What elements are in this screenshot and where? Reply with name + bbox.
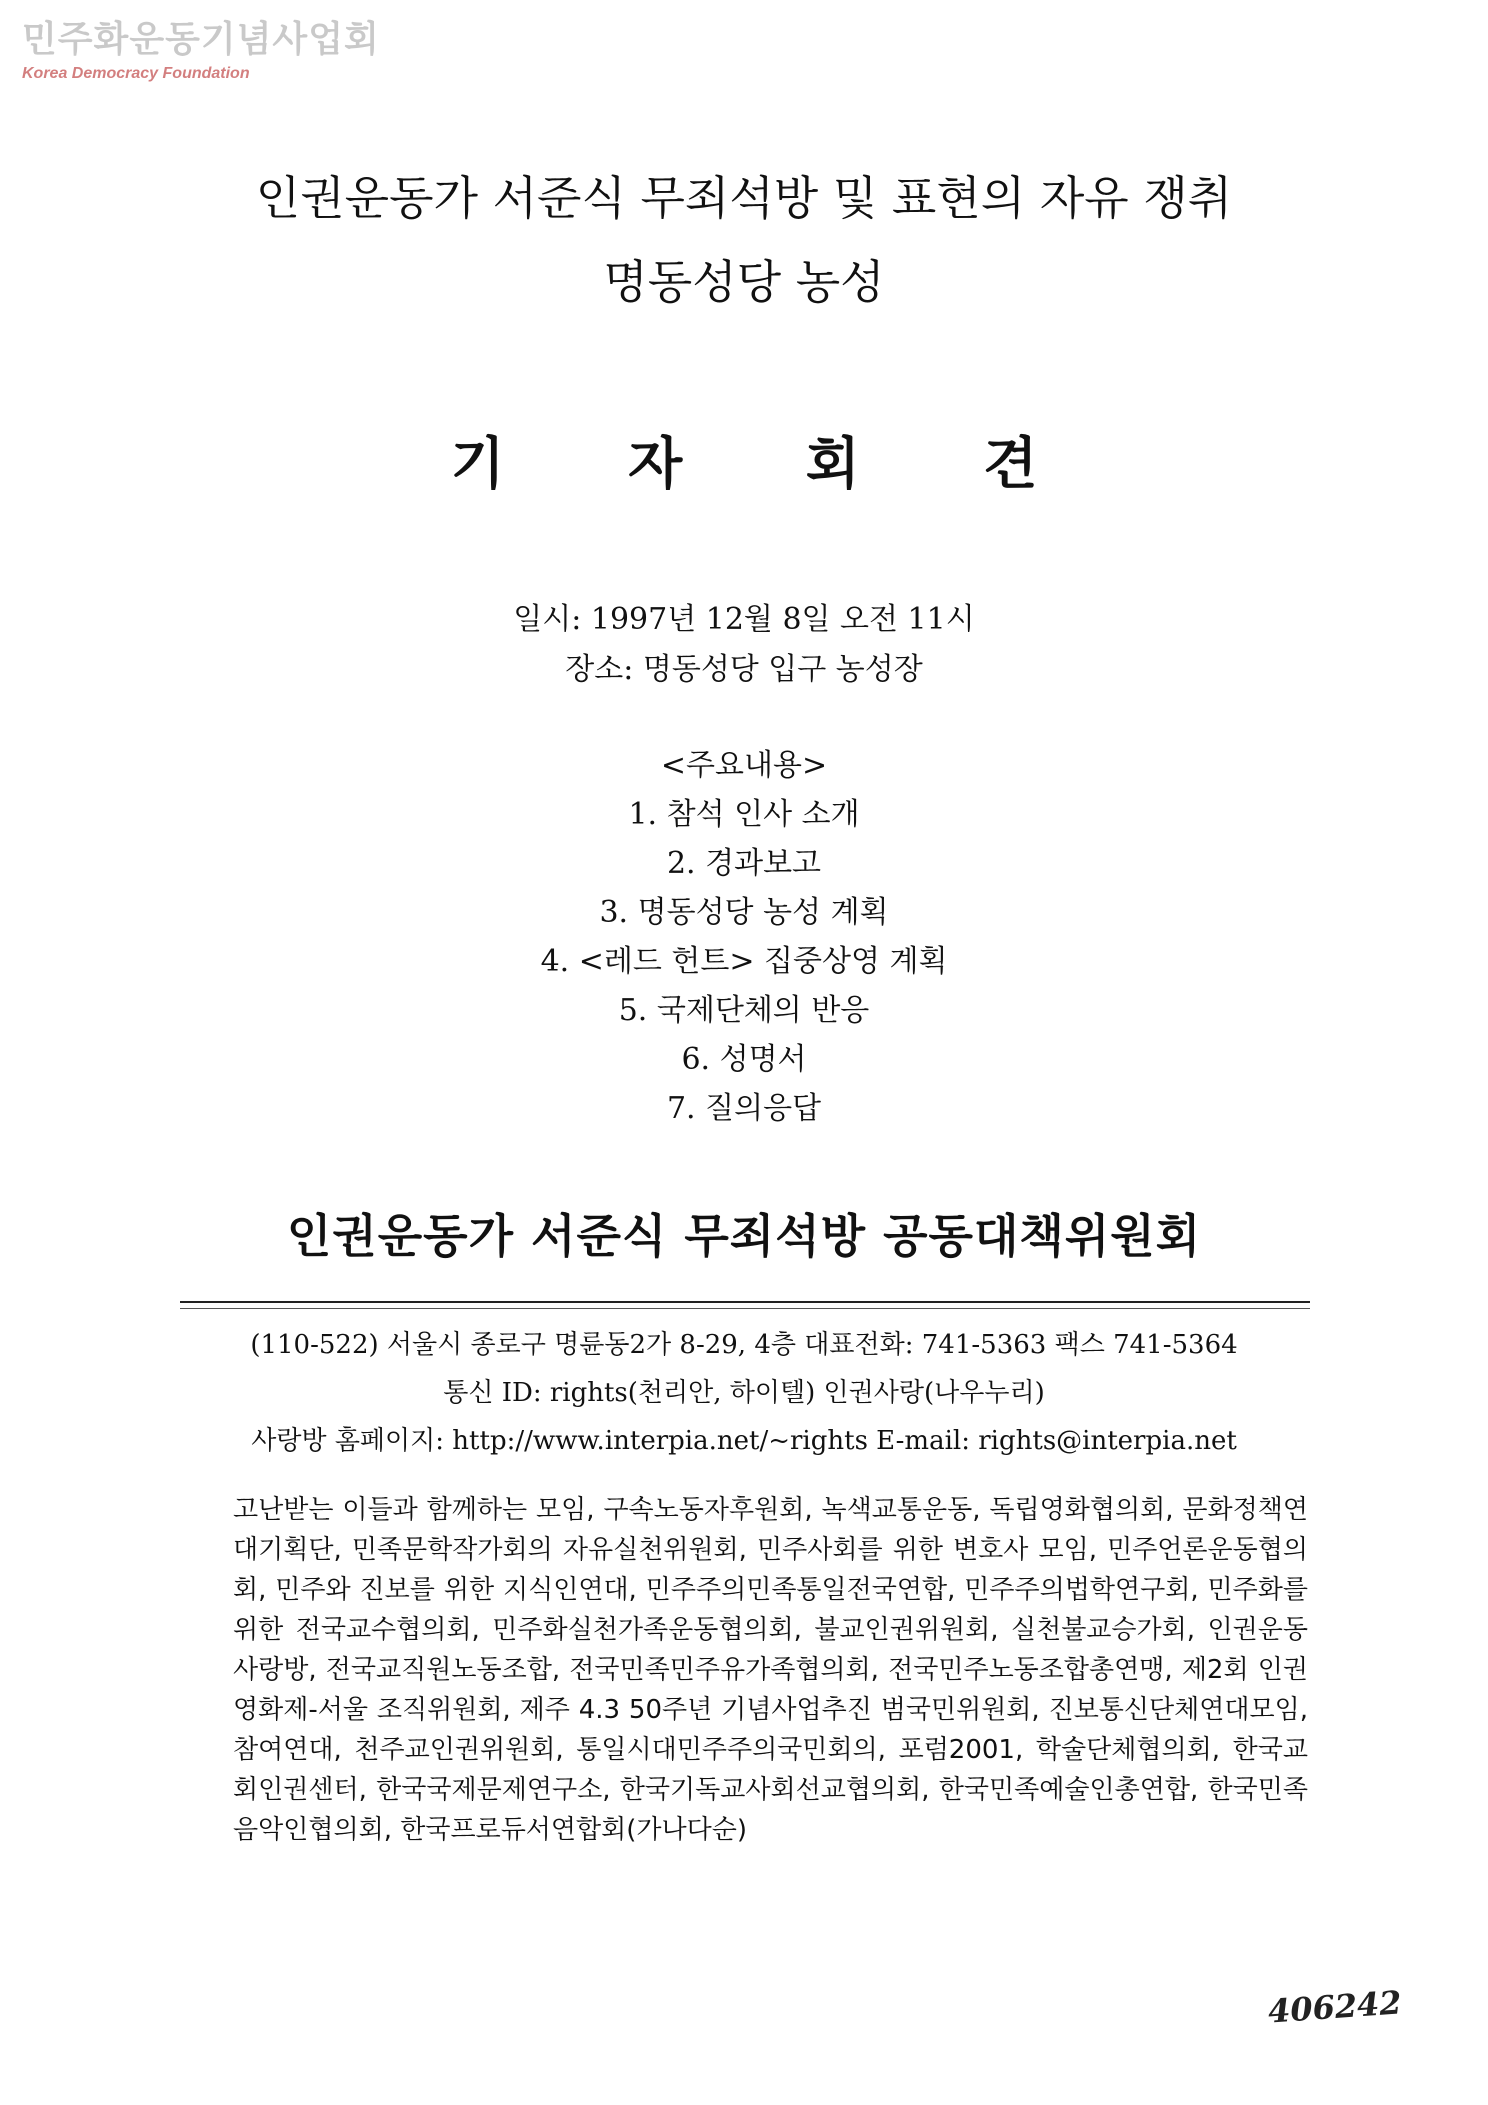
contact-online-id: 통신 ID: rights(천리안, 하이텔) 인권사랑(나우누리) [443, 1378, 1045, 1408]
agenda-item: 7. 질의응답 [666, 1091, 822, 1126]
event-place: 장소: 명동성당 입구 농성장 [565, 652, 923, 687]
watermark [22, 18, 380, 84]
contact-web: 사랑방 홈페이지: http://www.interpia.net/~rights E-mail: rights@interpia.net [251, 1426, 1237, 1456]
divider [180, 1308, 1310, 1309]
agenda-item: 5. 국제단체의 반응 [618, 993, 870, 1028]
divider [180, 1301, 1310, 1303]
agenda-item: 6. 성명서 [681, 1042, 807, 1077]
organization-name: 인권운동가 서준식 무죄석방 공동대책위원회 [286, 1209, 1202, 1263]
watermark-english: Korea Democracy Foundation [22, 65, 250, 82]
handwritten-doc-number: 406242 [1266, 1983, 1403, 2031]
agenda-header: <주요내용> [660, 748, 828, 783]
agenda-item: 2. 경과보고 [666, 846, 822, 881]
contact-address: (110-522) 서울시 종로구 명륜동2가 8-29, 4층 대표전화: 741-5363 팩스 741-5364 [250, 1330, 1238, 1360]
title-line-2: 명동성당 농성 [603, 255, 885, 309]
agenda-list [0, 795, 1488, 1138]
press-conference-heading: 기 자 회 견 [450, 432, 1090, 497]
agenda-item: 3. 명동성당 농성 계획 [599, 895, 889, 930]
event-date: 일시: 1997년 12월 8일 오전 11시 [513, 602, 975, 637]
watermark-korean: 민주화운동기념사업회 [22, 19, 380, 60]
agenda-item: 4. <레드 헌트> 집중상영 계획 [540, 944, 948, 979]
agenda-item: 1. 참석 인사 소개 [628, 797, 860, 832]
member-organizations: 고난받는 이들과 함께하는 모임, 구속노동자후원회, 녹색교통운동, 독립영화협의회, 문화정책연대기획단, 민족문학작가회의 자유실천위원회, 민주사회를 위한 변호사 모임, 민주언론운동협의회, 민주와 진보를 위한 지식인연대, 민주주의민족통일전국연합, 민주주의법학연구회, 민주화를 위한 전국교수협의회, 민주화실천가족운동협의회, 불교인권위원회, 실천불교승가회, 인권운동사랑방, 전국교직원노동조합, 전국민족민주유가족협의회, 전국민주노동조합총연맹, 제2회 인권영화제-서울 조직위원회, 제주 4.3 50주년 기념사업추진 범국민위원회, 진보통신단체연대모임, 참여연대, 천주교인권위원회, 통일시대민주주의국민회의, 포럼2001, 학술단체협의회, 한국교회인권센터, 한국국제문제연구소, 한국기독교사회선교협의회, 한국민족예술인총연합, 한국민족음악인협의회, 한국프로듀서연합회(가나다순) [233, 1495, 1308, 1845]
title-line-1: 인권운동가 서준식 무죄석방 및 표현의 자유 쟁취 [255, 171, 1233, 225]
